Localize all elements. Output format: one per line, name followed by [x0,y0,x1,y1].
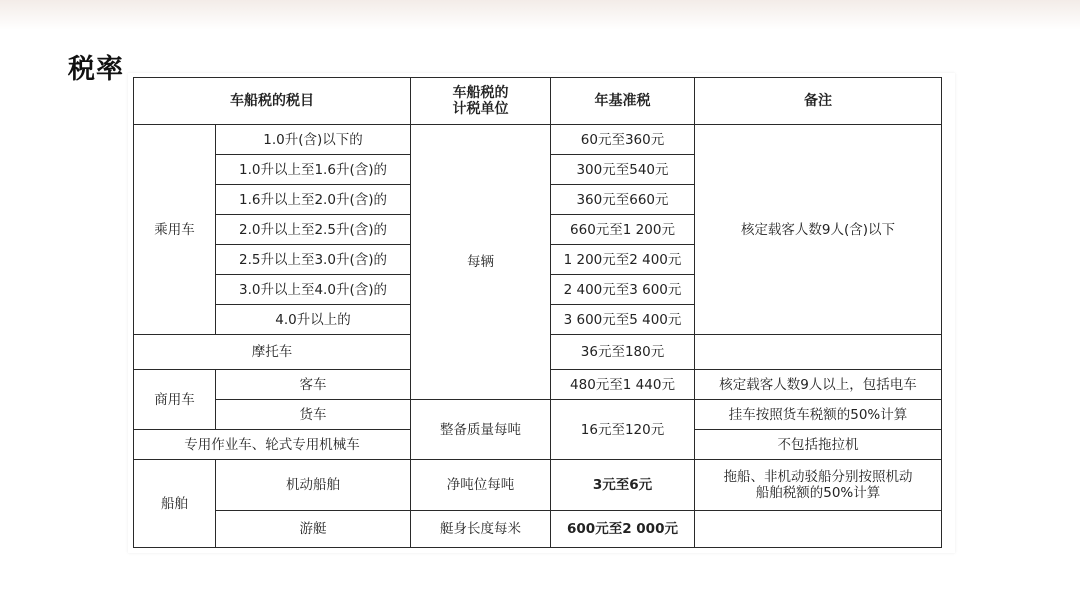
rate-cell: 60元至360元 [551,125,695,155]
table-row [134,511,942,548]
header-unit-line1: 车船税的 [452,85,509,101]
header-unit-line2: 计税单位 [452,101,509,117]
header-rate: 年基准税 [551,78,695,125]
rate-cell: 300元至540元 [551,155,695,185]
sub-item: 2.0升以上至2.5升(含)的 [216,215,411,245]
page-title: 税率 [68,54,124,85]
unit-per-vehicle: 每辆 [411,125,551,400]
note-special: 不包括拖拉机 [695,430,942,460]
tax-rate-table [133,77,942,548]
note-bus: 核定载客人数9人以上，包括电车 [695,370,942,400]
rate-cell: 600元至2 000元 [551,511,695,548]
rate-cell: 3元至6元 [551,460,695,511]
header-unit [411,78,551,125]
sub-item: 2.5升以上至3.0升(含)的 [216,245,411,275]
sub-item-truck: 货车 [216,400,411,430]
rate-cell: 480元至1 440元 [551,370,695,400]
rate-cell: 1 200元至2 400元 [551,245,695,275]
unit-hull-length: 艇身长度每米 [411,511,551,548]
table-row [134,460,942,511]
header-item: 车船税的税目 [134,78,411,125]
sub-item: 3.0升以上至4.0升(含)的 [216,275,411,305]
note-ship [695,460,942,511]
header-note: 备注 [695,78,942,125]
rate-cell: 2 400元至3 600元 [551,275,695,305]
category-special: 专用作业车、轮式专用机械车 [134,430,411,460]
sub-item: 4.0升以上的 [216,305,411,335]
table-row [134,400,942,430]
category-motorcycle: 摩托车 [134,335,411,370]
header-row [134,78,942,125]
rate-cell: 3 600元至5 400元 [551,305,695,335]
rate-cell: 660元至1 200元 [551,215,695,245]
rate-cell: 36元至180元 [551,335,695,370]
sub-item: 1.6升以上至2.0升(含)的 [216,185,411,215]
sub-item: 1.0升(含)以下的 [216,125,411,155]
sub-item-motor-ship: 机动船舶 [216,460,411,511]
category-commercial: 商用车 [134,370,216,430]
sub-item-yacht: 游艇 [216,511,411,548]
top-shade [0,0,1080,30]
sub-item-bus: 客车 [216,370,411,400]
rate-weight: 16元至120元 [551,400,695,460]
note-ship-line2: 船舶税额的50%计算 [755,485,881,501]
category-ship: 船舶 [134,460,216,548]
rate-cell: 360元至660元 [551,185,695,215]
note-truck: 挂车按照货车税额的50%计算 [695,400,942,430]
table-row [134,125,942,155]
unit-weight: 整备质量每吨 [411,400,551,460]
note-motorcycle [695,335,942,370]
note-ship-line1: 拖船、非机动驳船分别按照机动 [723,469,913,485]
note-yacht [695,511,942,548]
note-passenger: 核定载客人数9人(含)以下 [695,125,942,335]
unit-net-tonnage: 净吨位每吨 [411,460,551,511]
sub-item: 1.0升以上至1.6升(含)的 [216,155,411,185]
category-passenger: 乘用车 [134,125,216,335]
